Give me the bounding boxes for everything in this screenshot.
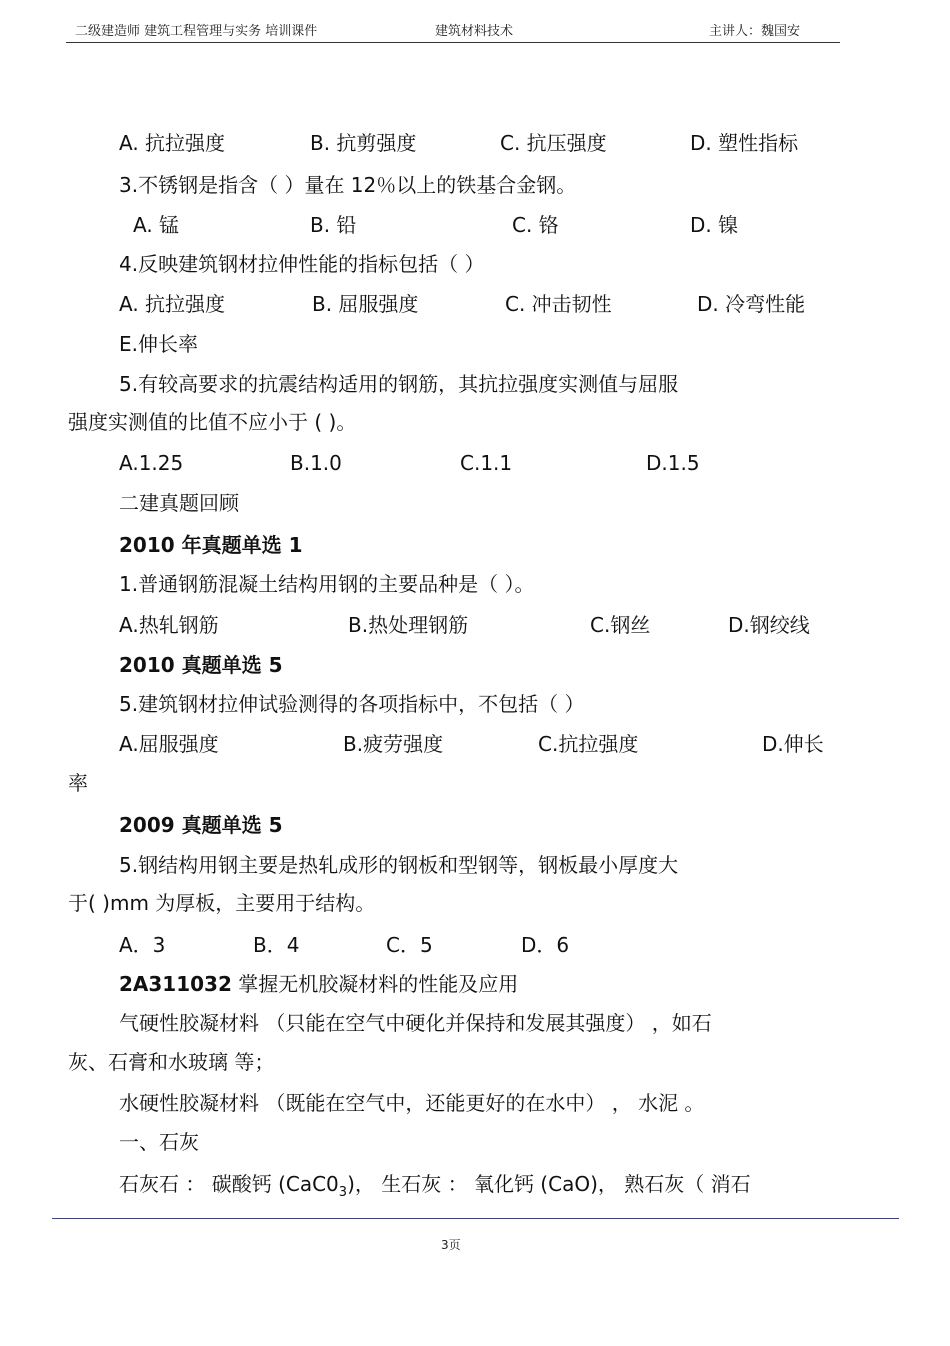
q4-option-e: E.伸长率 [119, 332, 198, 356]
section2-question: 5.建筑钢材拉伸试验测得的各项指标中，不包括（ ） [119, 692, 585, 716]
q5-option-a: A.1.25 [119, 451, 184, 475]
topic-code: 2A311032 [119, 972, 232, 996]
water-hardening-line: 水硬性胶凝材料 （既能在空气中，还能更好的在水中） ， 水泥 。 [119, 1091, 705, 1115]
q2-option-d: D. 塑性指标 [690, 131, 799, 155]
section3-title: 2009 真题单选 5 [119, 813, 283, 837]
lime-text-a: 石灰石 ： 碳酸钙 (CaC0 [119, 1172, 339, 1196]
air-hardening-line2: 灰、石膏和水玻璃 等； [68, 1050, 275, 1074]
q5-line2: 强度实测值的比值不应小于 ( )。 [68, 410, 357, 434]
q2-option-a: A. 抗拉强度 [119, 131, 226, 155]
section1-title: 2010 年真题单选 1 [119, 533, 303, 557]
page-number: 3页 [441, 1238, 461, 1252]
q5-option-b: B.1.0 [290, 451, 342, 475]
section1-option-d: D.钢绞线 [728, 613, 810, 637]
section2-option-d-wrap: 率 [68, 771, 88, 795]
q3-option-c: C. 铬 [512, 213, 559, 237]
q5-option-d: D.1.5 [646, 451, 700, 475]
header-rule [66, 42, 840, 43]
q3-option-d: D. 镍 [690, 213, 739, 237]
q3-option-a: A. 锰 [133, 213, 180, 237]
section3-option-a: A．3 [119, 933, 166, 957]
section1-option-a: A.热轧钢筋 [119, 613, 219, 637]
q4-option-a: A. 抗拉强度 [119, 292, 226, 316]
lime-heading: 一、石灰 [119, 1130, 199, 1154]
section1-question: 1.普通钢筋混凝土结构用钢的主要品种是（ ）。 [119, 572, 535, 596]
section2-option-d: D.伸长 [762, 732, 824, 756]
footer-rule [52, 1218, 899, 1219]
topic-heading [119, 972, 518, 996]
q2-option-b: B. 抗剪强度 [310, 131, 417, 155]
section3-option-b: B．4 [253, 933, 300, 957]
lime-line [119, 1172, 751, 1205]
q4-option-d: D. 冷弯性能 [697, 292, 806, 316]
section1-option-b: B.热处理钢筋 [348, 613, 469, 637]
topic-title: 掌握无机胶凝材料的性能及应用 [231, 972, 519, 996]
section2-option-c: C.抗拉强度 [538, 732, 639, 756]
section3-option-d: D．6 [521, 933, 570, 957]
lime-text-b: )， 生石灰 ： 氧化钙 (CaO)， 熟石灰（ 消石 [347, 1172, 751, 1196]
section2-option-b: B.疲劳强度 [343, 732, 444, 756]
section3-line1: 5.钢结构用钢主要是热轧成形的钢板和型钢等，钢板最小厚度大 [119, 853, 679, 877]
q4-option-c: C. 冲击韧性 [505, 292, 612, 316]
q5-option-c: C.1.1 [460, 451, 513, 475]
q3-text: 3.不锈钢是指含（ ）量在 12％以上的铁基合金钢。 [119, 173, 577, 197]
q4-option-b: B. 屈服强度 [312, 292, 419, 316]
air-hardening-line1: 气硬性胶凝材料 （只能在空气中硬化并保持和发展其强度） ，如石 [119, 1011, 712, 1035]
header-center: 建筑材料技术 [435, 24, 514, 39]
q4-text: 4.反映建筑钢材拉伸性能的指标包括（ ） [119, 252, 485, 276]
q2-option-c: C. 抗压强度 [500, 131, 607, 155]
review-title: 二建真题回顾 [119, 491, 239, 515]
header-right: 主讲人：魏国安 [709, 24, 801, 39]
section2-option-a: A.屈服强度 [119, 732, 219, 756]
section3-option-c: C．5 [386, 933, 433, 957]
header-left: 二级建造师 建筑工程管理与实务 培训课件 [75, 24, 318, 39]
q5-line1: 5.有较高要求的抗震结构适用的钢筋，其抗拉强度实测值与屈服 [119, 372, 679, 396]
lime-subscript: 3 [338, 1185, 348, 1200]
section2-title: 2010 真题单选 5 [119, 653, 283, 677]
q3-option-b: B. 铅 [310, 213, 357, 237]
section3-line2: 于( )mm 为厚板，主要用于结构。 [68, 891, 376, 915]
section1-option-c: C.钢丝 [590, 613, 651, 637]
